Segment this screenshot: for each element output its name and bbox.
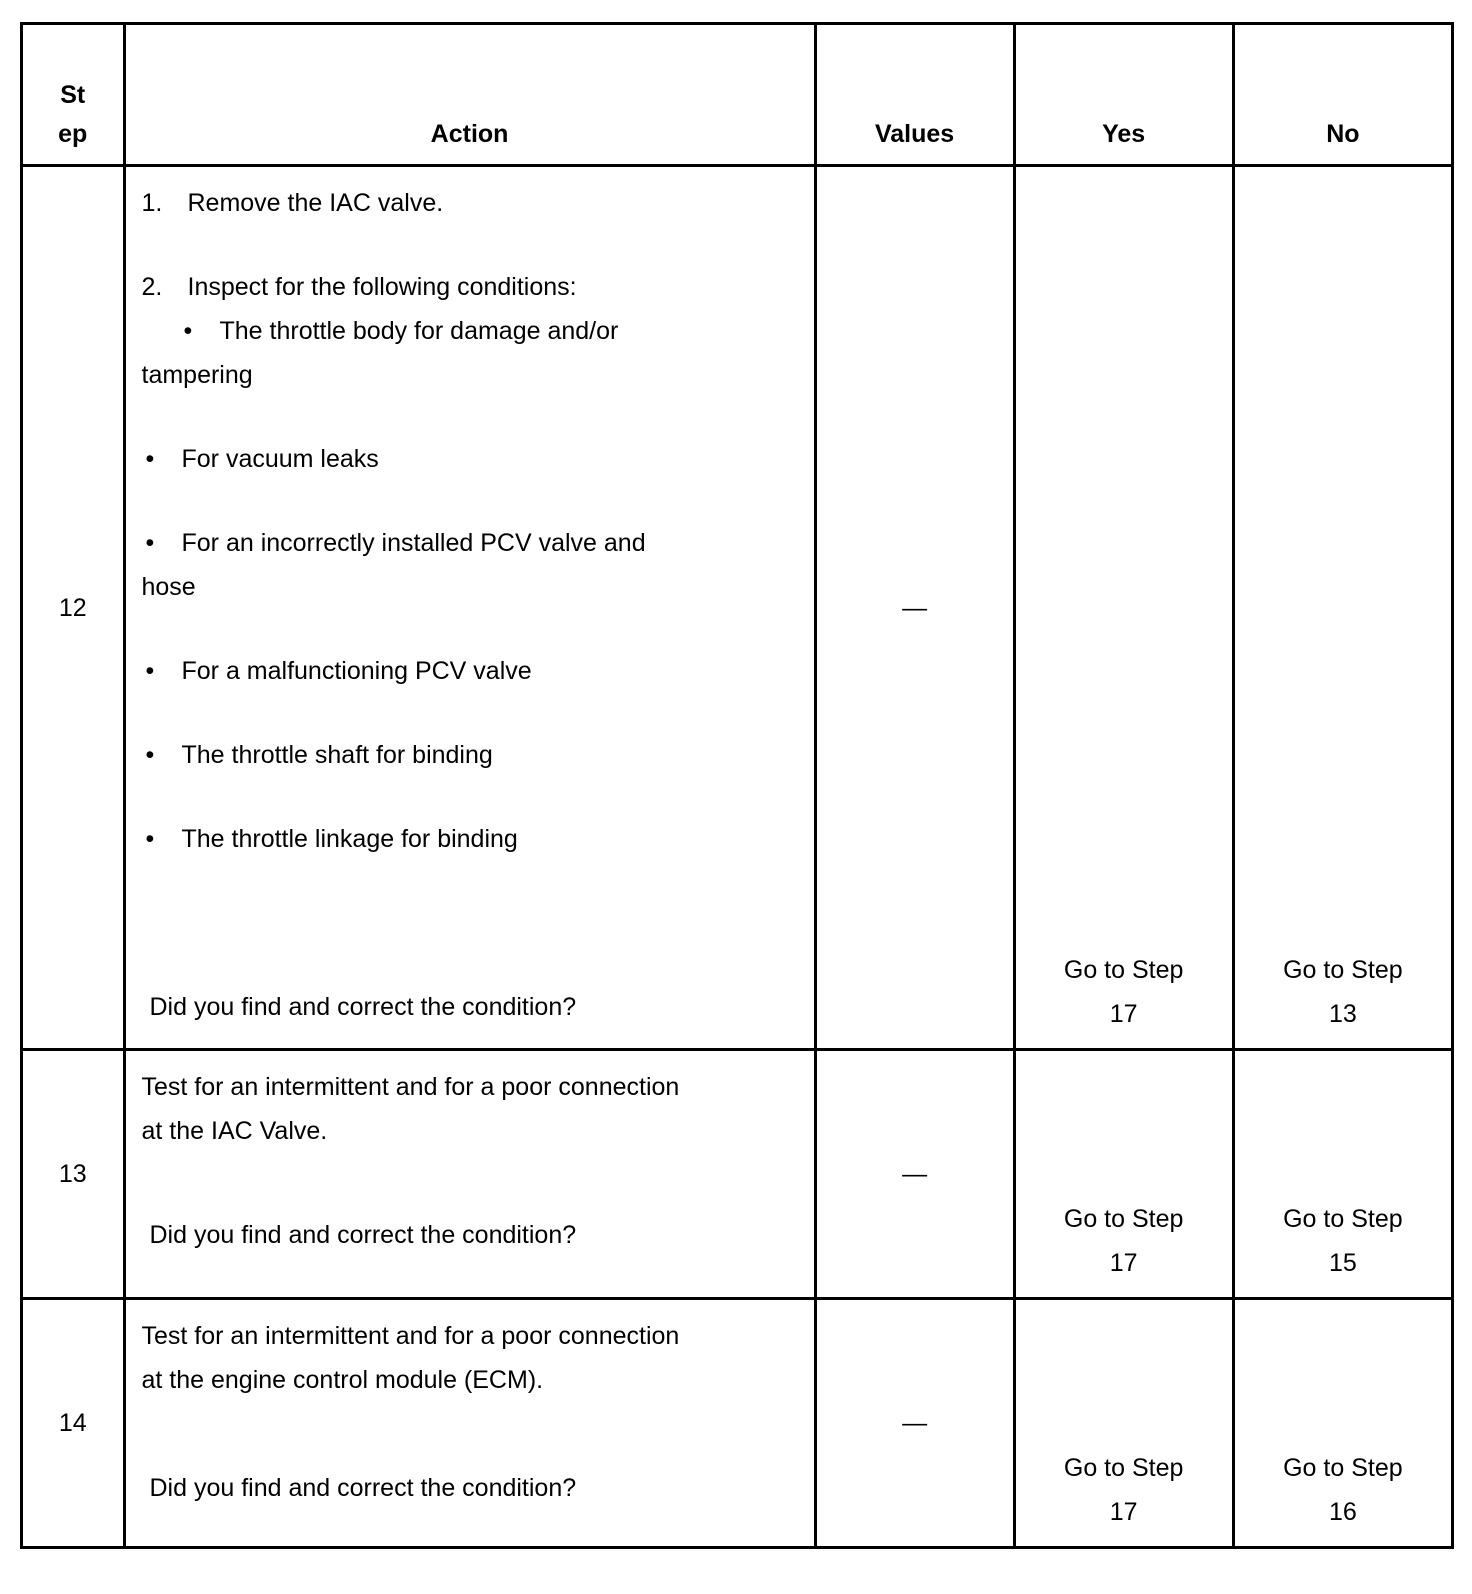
table-row-step-14	[22, 1299, 1453, 1548]
question: Did you find and correct the condition?	[149, 1474, 577, 1502]
header-values: Values	[815, 24, 1014, 166]
action-item-1: 1. Remove the IAC valve.	[141, 189, 444, 217]
condition-1: • The throttle body for damage and/or	[183, 317, 619, 345]
header-step	[22, 24, 125, 166]
action-cell	[124, 1050, 815, 1299]
header-step-line2: ep	[58, 120, 88, 148]
yes-cell: Go to Step 17	[1014, 1050, 1233, 1299]
question: Did you find and correct the condition?	[149, 993, 577, 1021]
header-action: Action	[124, 24, 815, 166]
action-text-cont: at the engine control module (ECM).	[141, 1366, 544, 1394]
action-item-2: 2. Inspect for the following conditions:	[141, 273, 577, 301]
values-cell: —	[815, 1050, 1014, 1299]
no-cell: Go to Step 16	[1233, 1299, 1452, 1548]
step-number: 13	[22, 1050, 125, 1299]
condition-5: • The throttle shaft for binding	[145, 741, 493, 769]
header-step-line1: St	[60, 81, 86, 109]
header-row	[22, 24, 1453, 166]
values-cell: —	[815, 166, 1014, 1050]
condition-4: • For a malfunctioning PCV valve	[145, 657, 532, 685]
step-number: 14	[22, 1299, 125, 1548]
condition-6: • The throttle linkage for binding	[145, 825, 518, 853]
header-no: No	[1233, 24, 1452, 166]
action-cell	[124, 1299, 815, 1548]
question: Did you find and correct the condition?	[149, 1221, 577, 1249]
values-cell: —	[815, 1299, 1014, 1548]
yes-cell: Go to Step 17	[1014, 1299, 1233, 1548]
action-text: Test for an intermittent and for a poor connection	[141, 1322, 680, 1350]
header-yes: Yes	[1014, 24, 1233, 166]
diagnostic-table	[20, 22, 1454, 1549]
table-row-step-12	[22, 166, 1453, 1050]
table-row-step-13	[22, 1050, 1453, 1299]
condition-3: • For an incorrectly installed PCV valve and	[145, 529, 646, 557]
action-text: Test for an intermittent and for a poor connection	[141, 1073, 680, 1101]
condition-1-cont: tampering	[141, 361, 253, 389]
no-cell: Go to Step 15	[1233, 1050, 1452, 1299]
condition-3-cont: hose	[141, 573, 196, 601]
action-cell	[124, 166, 815, 1050]
step-number: 12	[22, 166, 125, 1050]
condition-2: • For vacuum leaks	[145, 445, 379, 473]
yes-cell: Go to Step 17	[1014, 166, 1233, 1050]
action-text-cont: at the IAC Valve.	[141, 1117, 328, 1145]
no-cell: Go to Step 13	[1233, 166, 1452, 1050]
